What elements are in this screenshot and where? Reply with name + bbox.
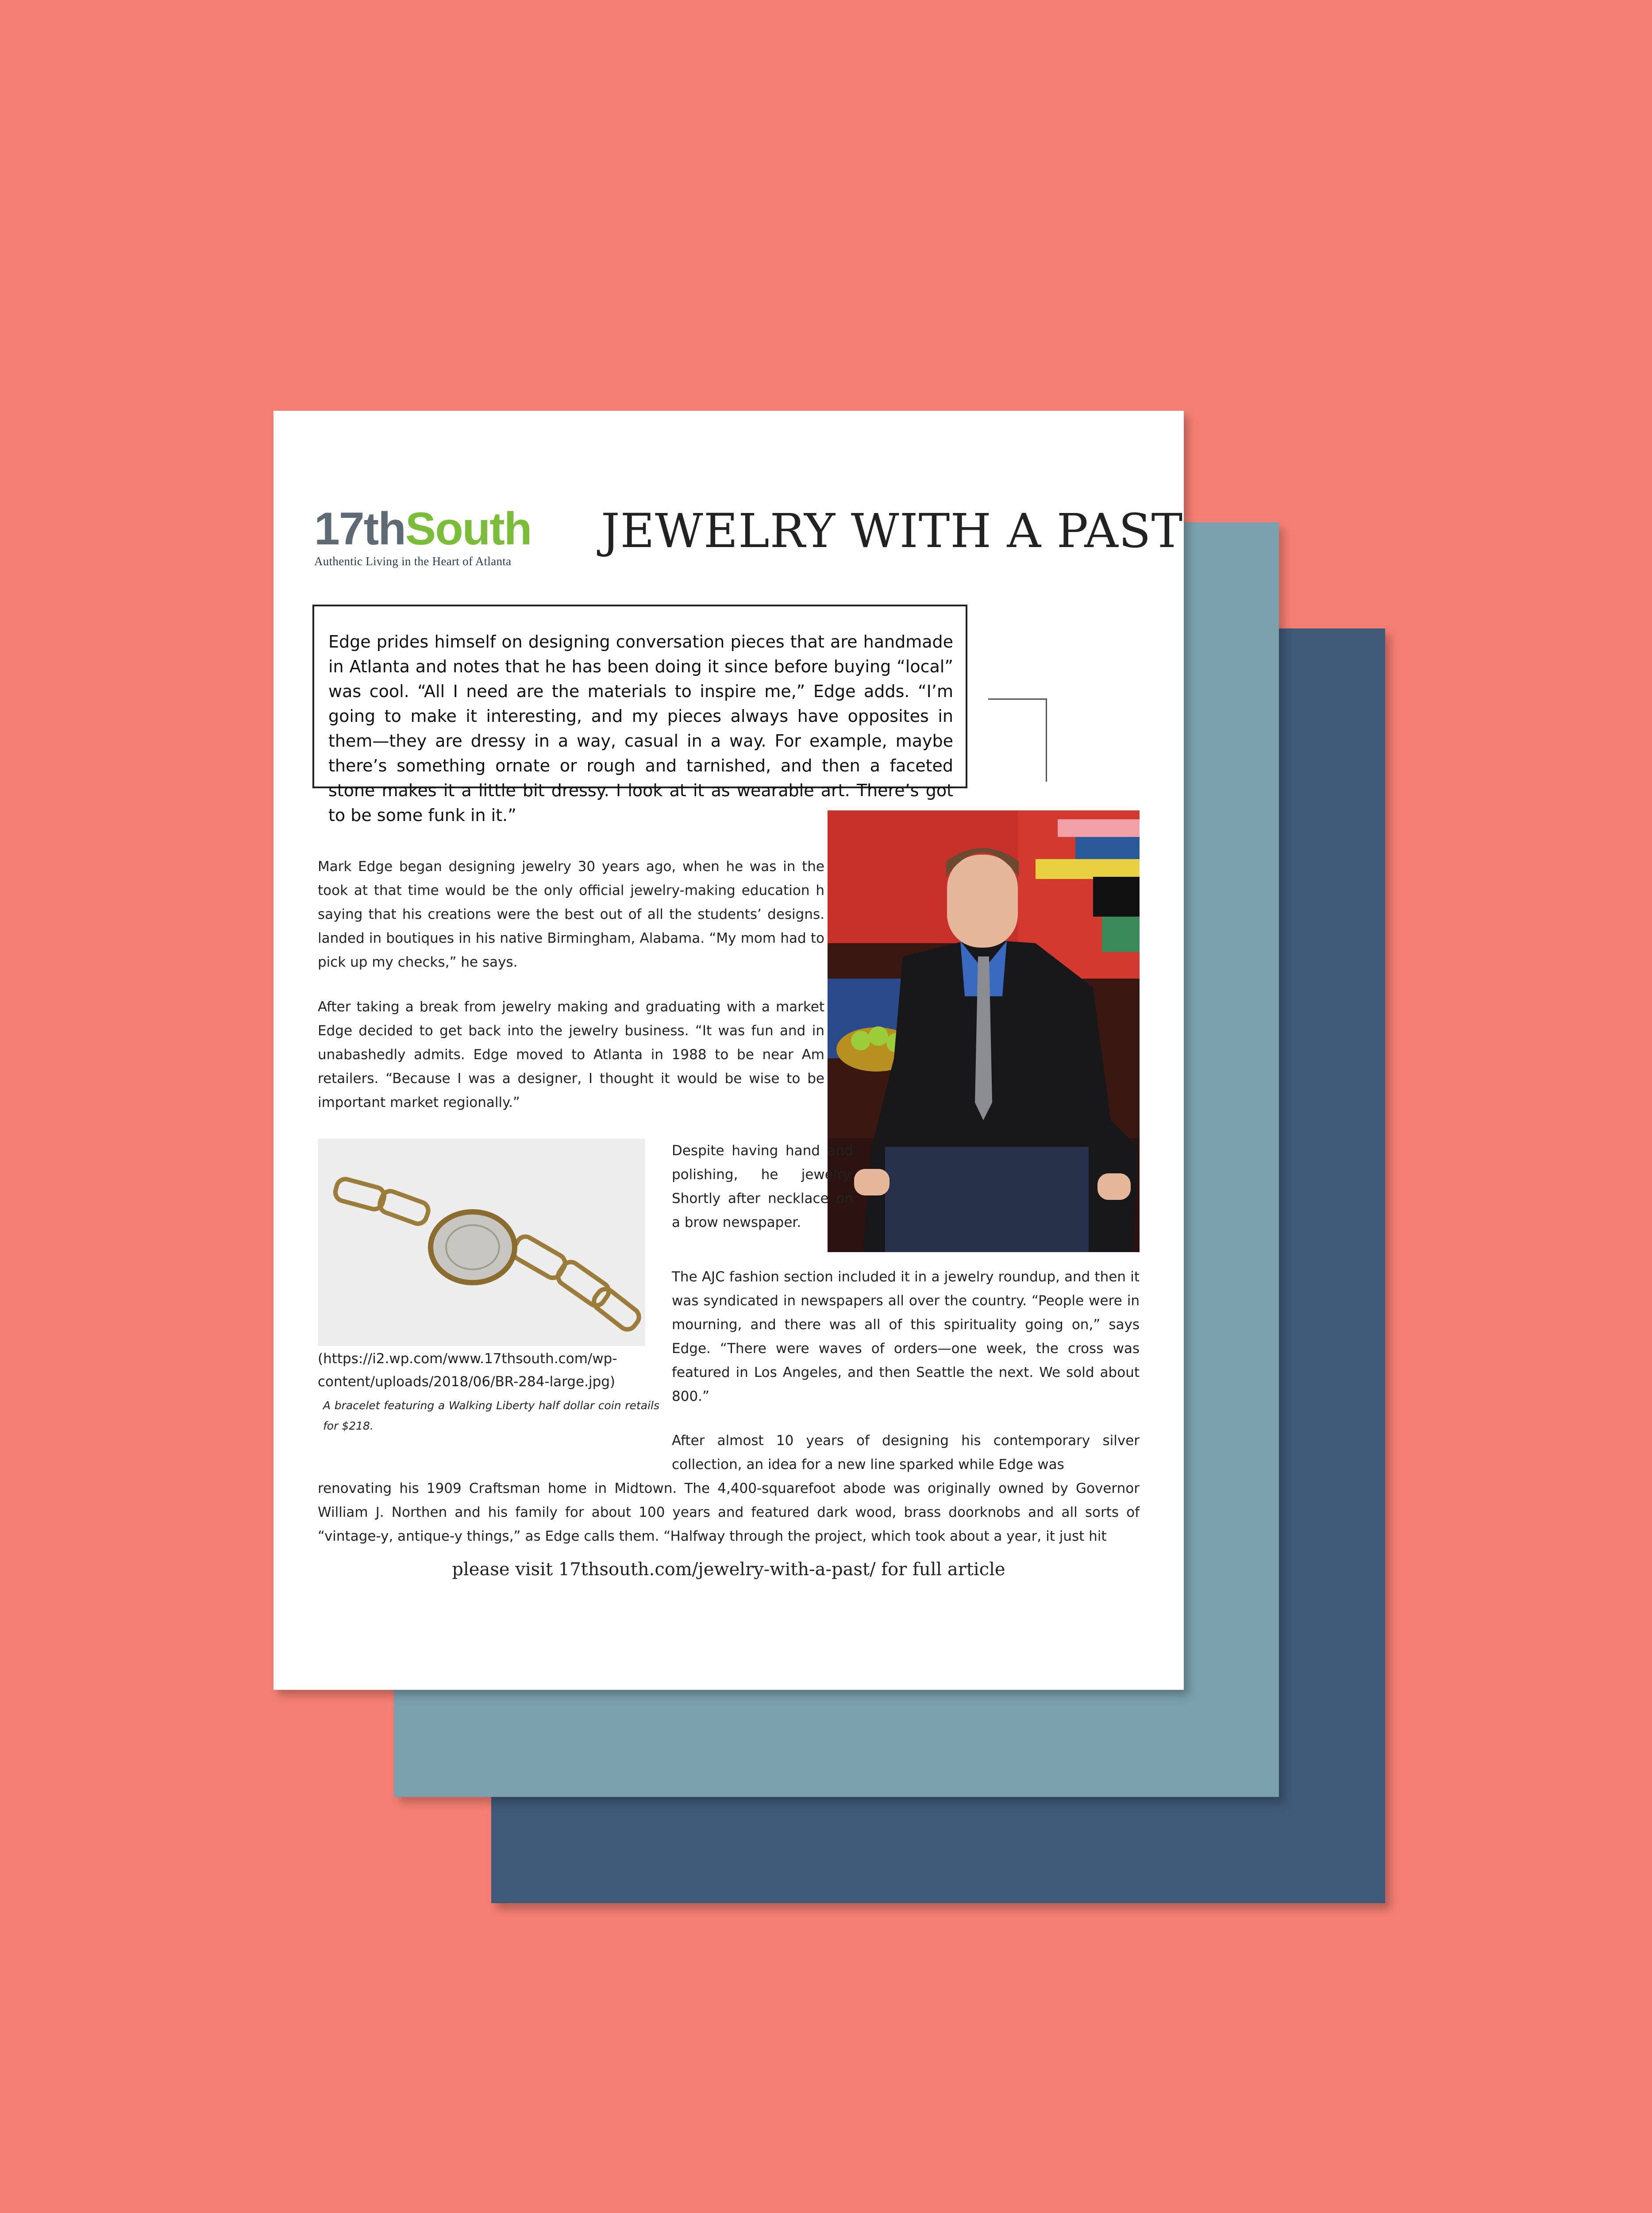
logo xyxy=(314,503,531,568)
paragraph-5a: After almost 10 years of designing his contemporary silver collection, an idea for a new line sparked while Edge was xyxy=(672,1433,1140,1473)
portrait-photo xyxy=(828,810,1140,1252)
logo-number: 17th xyxy=(314,503,405,555)
bracelet-photo xyxy=(318,1139,645,1346)
paragraph-3: Despite having hand and polishing, he jewelry. Shortly after necklace on a brow newspaper. xyxy=(672,1143,853,1230)
paragraph-1: Mark Edge began designing jewelry 30 years ago, when he was in the took at that time would be the only official jewelry-making education h saying that his creations were the best out of all the students’ designs. landed in boutiques in his native Birmingham, Alabama. “My mom had to pick up my checks,” he says. xyxy=(318,859,824,970)
paragraph-4: The AJC fashion section included it in a jewelry roundup, and then it was syndicated in newspapers all over the country. “People were in mourning, and there was all of this spirituality going on,” says Edge. “There were waves of orders—one week, the cross was featured in Los Angeles, and then Seattle the next. We sold about 800.” xyxy=(672,1269,1140,1404)
pull-quote: Edge prides himself on designing conversation pieces that are handmade in Atlanta and notes that he has been doing it since before buying “local” was cool. “All I need are the materials to inspire me,” Edge adds. “I’m going to make it interesting, and my pieces always have opposites in them—they are dressy in a way, casual in a way. For example, maybe there’s something ornate or rough and tarnished, and then a faceted stone makes it a little bit dressy. I look at it as wearable art. There’s got to be some funk in it.” xyxy=(312,605,967,788)
image-caption: A bracelet featuring a Walking Liberty half dollar coin retails for $218. xyxy=(323,1399,659,1432)
paragraph-5b: renovating his 1909 Craftsman home in Midtown. The 4,400-squarefoot abode was originally owned by Governor William J. Northen and his family for about 100 years and featured dark wood, brass doorknobs and all sorts of “vintage-y, antique-y things,” as Edge calls them. “Halfway through the project, which took about a year, it just hit xyxy=(318,1480,1140,1544)
paragraph-2: After taking a break from jewelry making and graduating with a market Edge decided to get back into the jewelry business. “It was fun and in unabashedly admits. Edge moved to Atlanta in 1988 to be near Am retailers. “Because I was a designer, I thought it would be wise to be important market regionally.” xyxy=(318,999,824,1110)
headline: JEWELRY WITH A PAST xyxy=(601,504,1183,558)
logo-tagline: Authentic Living in the Heart of Atlanta xyxy=(314,555,512,568)
logo-mark xyxy=(314,503,531,555)
logo-word: South xyxy=(405,503,531,555)
article-sheet xyxy=(273,411,1184,1690)
image-url: (https://i2.wp.com/www.17thsouth.com/wp-content/uploads/2018/06/BR-284-large.jpg) xyxy=(318,1351,617,1390)
corner-bracket xyxy=(988,698,1047,782)
footer-link-text[interactable]: please visit 17thsouth.com/jewelry-with-a-past/ for full article xyxy=(452,1559,1005,1580)
